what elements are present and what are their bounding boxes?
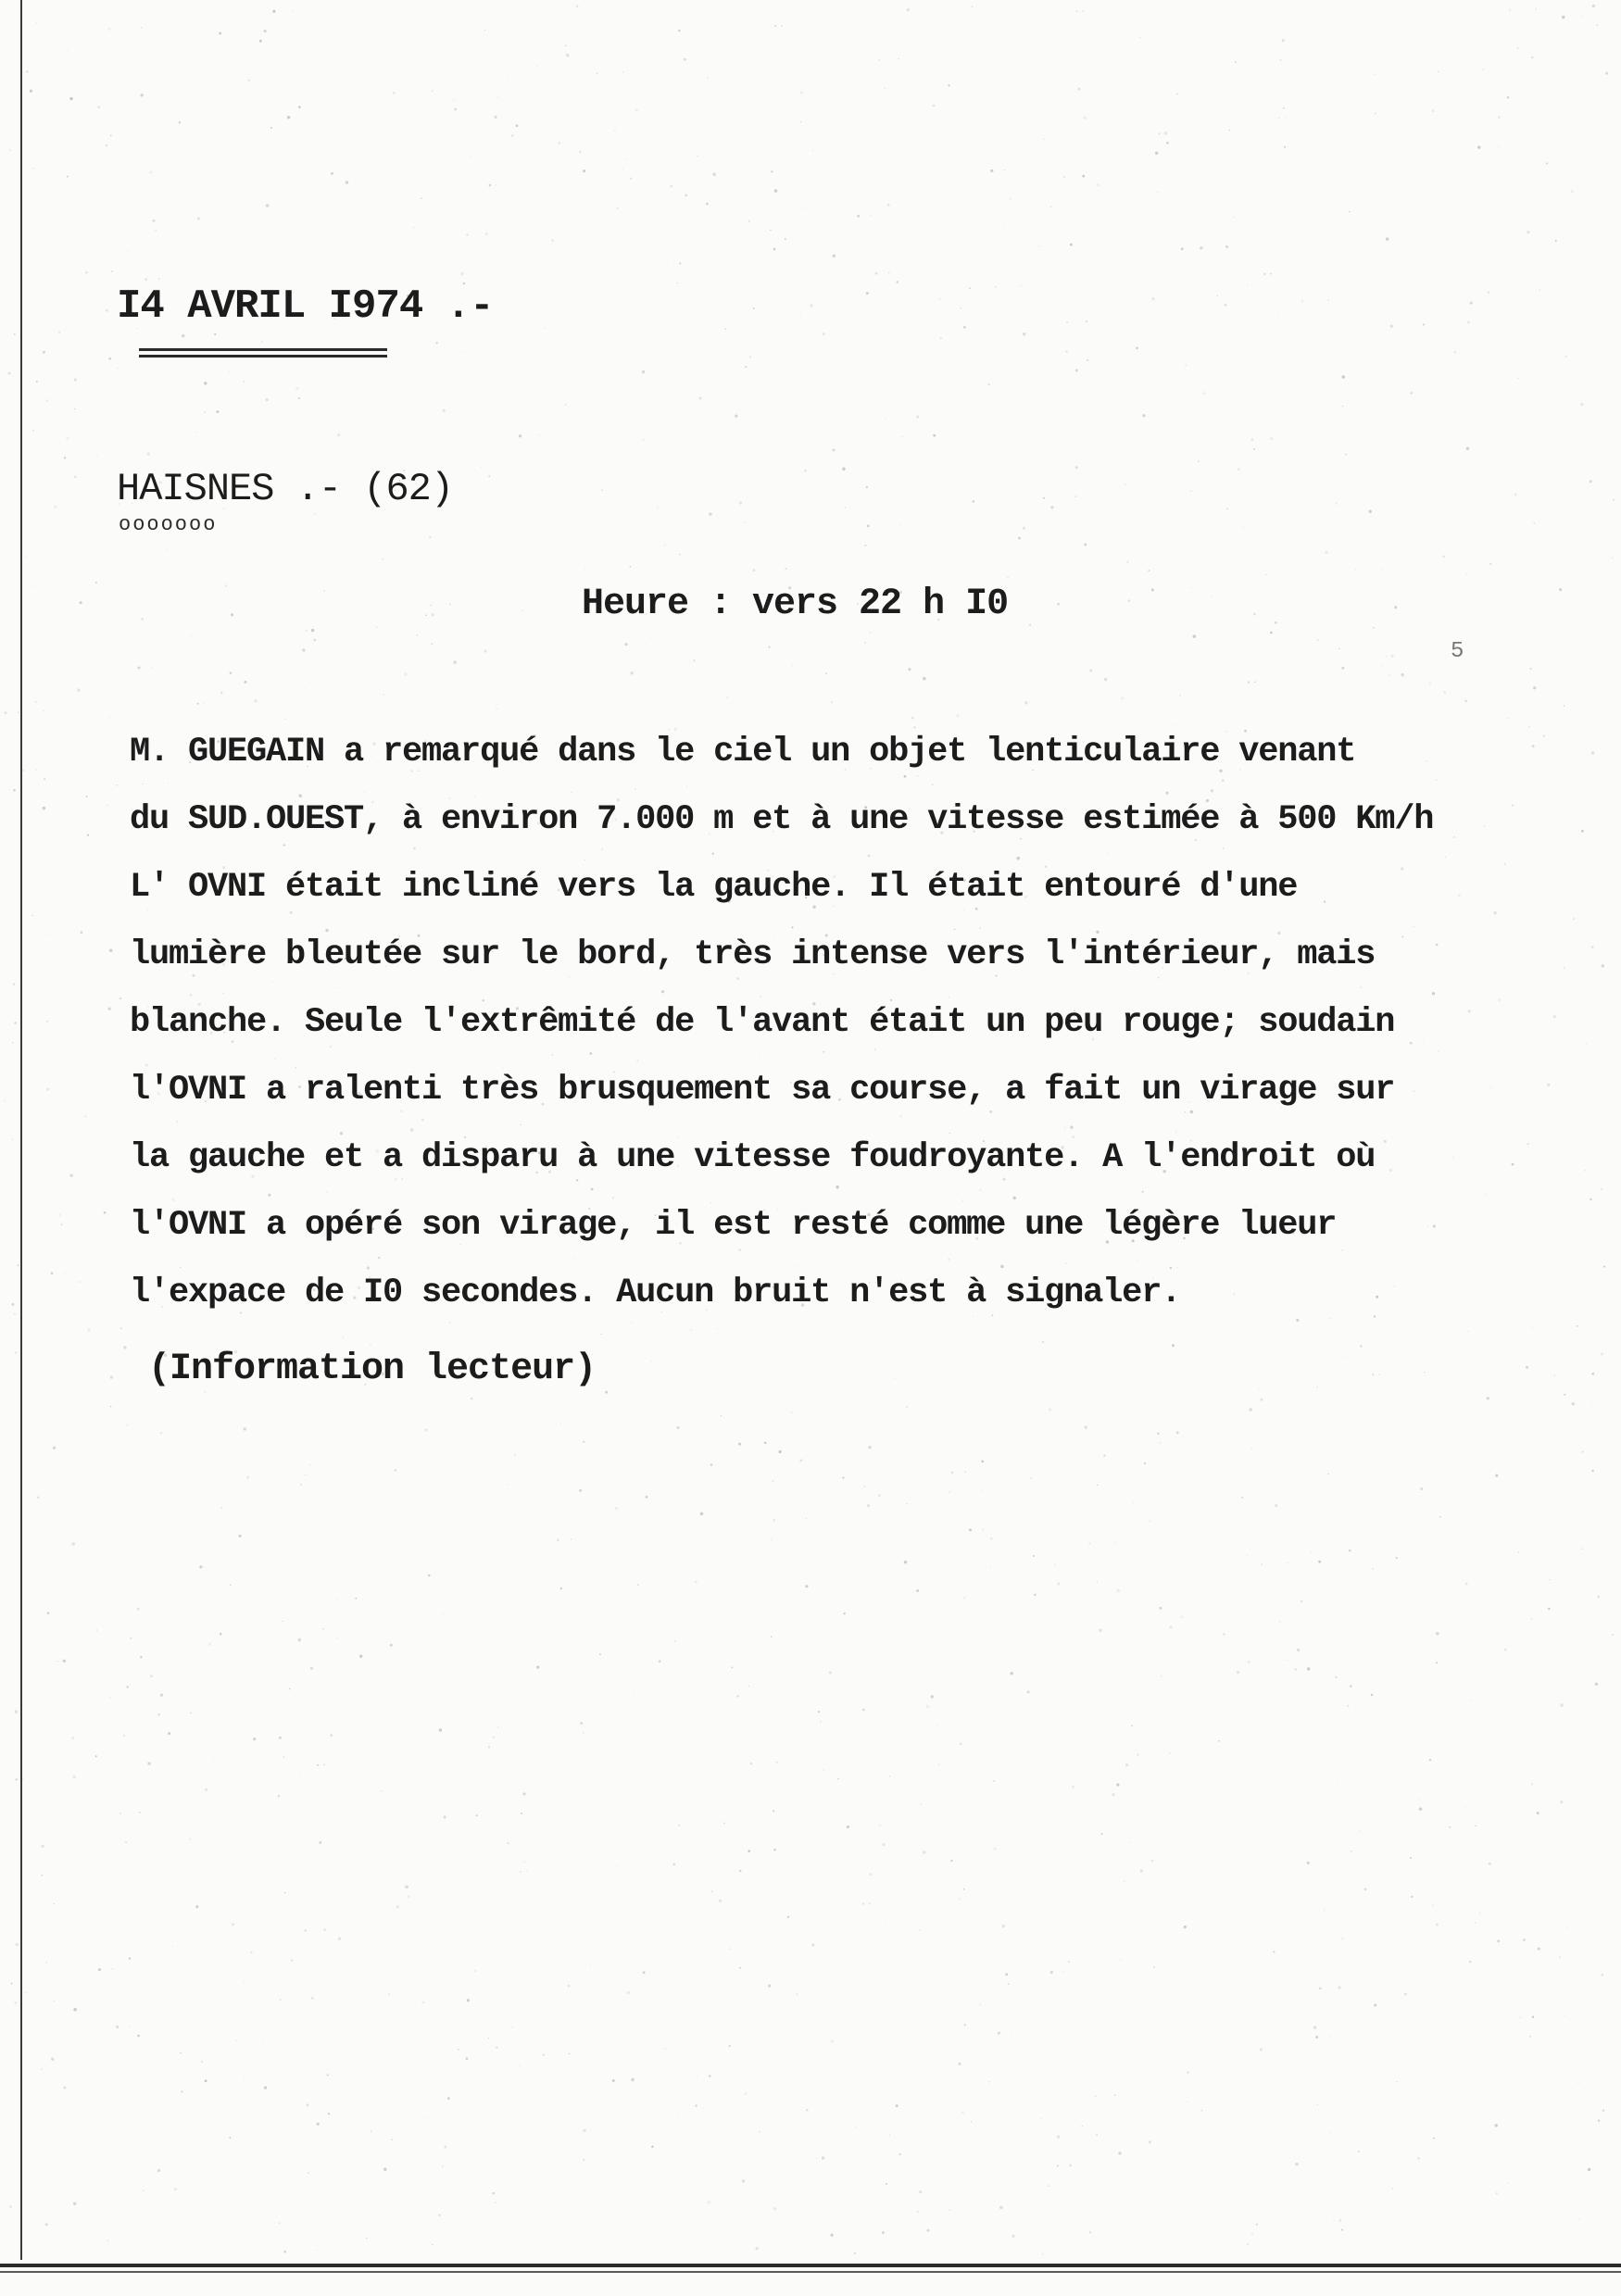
scan-left-edge — [20, 0, 22, 2260]
page-mark: 5 — [1451, 639, 1464, 664]
date-double-underline — [139, 348, 387, 361]
paragraph-line: la gauche et a disparu à une vitesse foudroyante. A l'endroit où — [130, 1138, 1376, 1177]
paragraph-line: l'OVNI a ralenti très brusquement sa course, a fait un virage sur — [130, 1071, 1395, 1110]
paragraph-line: l'OVNI a opéré son virage, il est resté comme une légère lueur — [130, 1206, 1337, 1245]
paragraph-line: l'expace de I0 secondes. Aucun bruit n'est à signaler. — [130, 1273, 1181, 1312]
scan-bottom-edge-secondary — [0, 2271, 1621, 2273]
paragraph-line: lumière bleutée sur le bord, très intense vers l'intérieur, mais — [130, 935, 1376, 974]
report-paragraph — [130, 719, 1593, 1327]
scan-bottom-edge — [0, 2264, 1621, 2267]
report-time: Heure : vers 22 h I0 — [582, 583, 1009, 625]
source-note: (Information lecteur) — [148, 1349, 597, 1390]
paragraph-line: L' OVNI était incliné vers la gauche. Il était entouré d'une — [130, 868, 1298, 907]
paragraph-line: du SUD.OUEST, à environ 7.000 m et à une vitesse estimée à 500 Km/h — [130, 800, 1434, 839]
location-underline: ooooooo — [119, 513, 218, 536]
paragraph-line: blanche. Seule l'extrêmité de l'avant était un peu rouge; soudain — [130, 1003, 1395, 1042]
paragraph-line: M. GUEGAIN a remarqué dans le ciel un objet lenticulaire venant — [130, 733, 1356, 772]
report-date: I4 AVRIL I974 .- — [117, 283, 494, 330]
report-location: HAISNES .- (62) — [117, 467, 454, 511]
